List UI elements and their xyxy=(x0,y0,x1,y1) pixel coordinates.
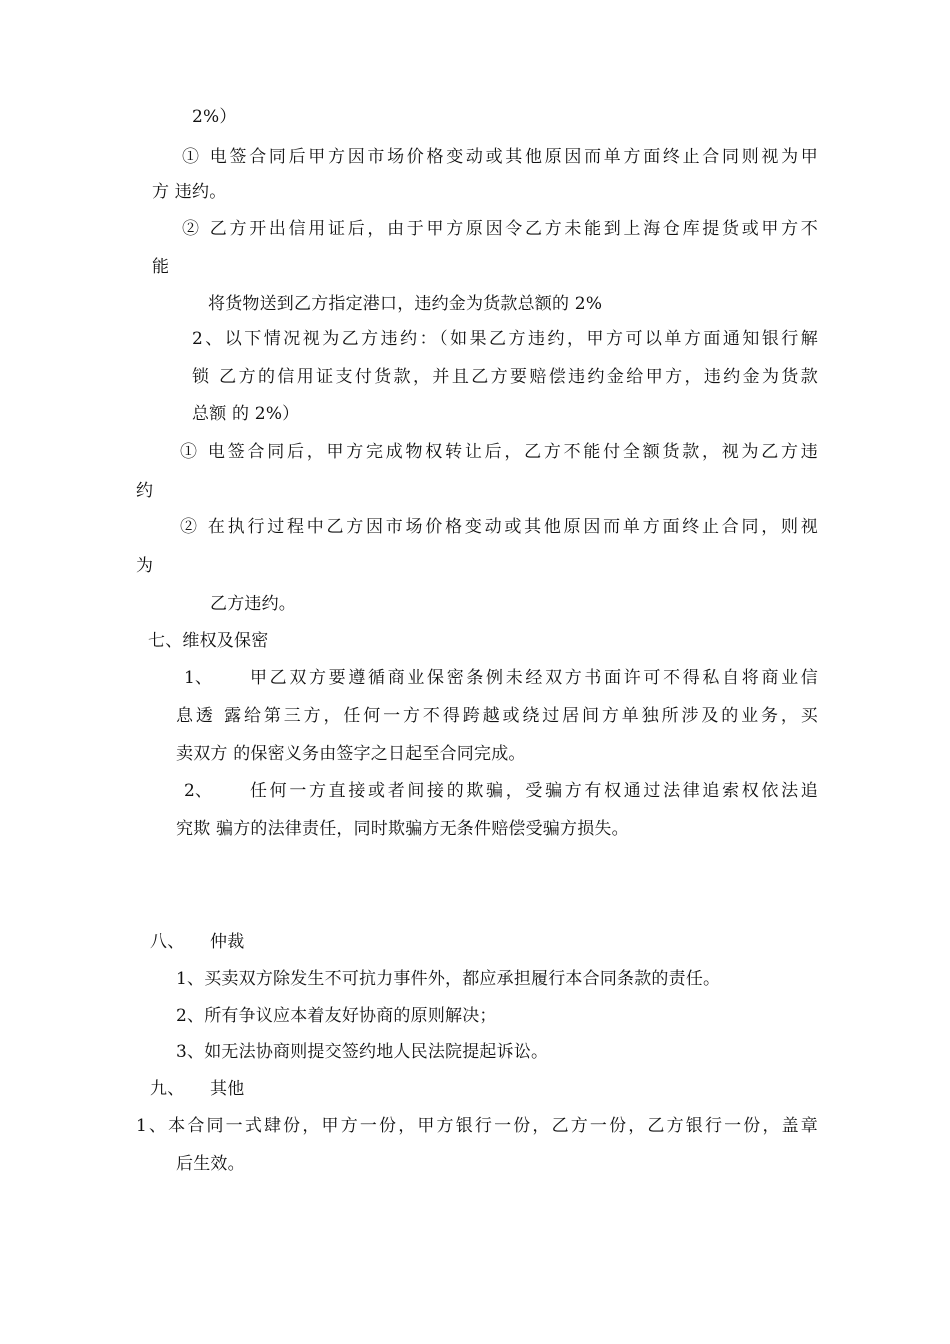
text-line: 后生效。 xyxy=(176,1154,245,1174)
text-line: ① 电签合同后甲方因市场价格变动或其他原因而单方面终止合同则视为甲 xyxy=(182,147,818,167)
item-number: 2、 xyxy=(184,781,213,801)
text-line: 能 xyxy=(152,257,170,277)
text-line: 3、如无法协商则提交签约地人民法院提起诉讼。 xyxy=(176,1042,549,1062)
text-line: 锁 乙方的信用证支付货款，并且乙方要赔偿违约金给甲方，违约金为货款 xyxy=(192,367,818,387)
text-line: 2、所有争议应本着友好协商的原则解决； xyxy=(176,1006,497,1026)
text-line: 息透 露给第三方，任何一方不得跨越或绕过居间方单独所涉及的业务，买 xyxy=(176,706,818,726)
text-line: 乙方违约。 xyxy=(210,594,296,614)
text-line: 究欺 骗方的法律责任，同时欺骗方无条件赔偿受骗方损失。 xyxy=(176,819,629,839)
text-line: 1、买卖双方除发生不可抗力事件外，都应承担履行本合同条款的责任。 xyxy=(176,969,721,989)
text-line: 总额 的 2%） xyxy=(192,404,300,424)
section-heading: 其他 xyxy=(210,1079,245,1099)
text-line: 卖双方 的保密义务由签字之日起至合同完成。 xyxy=(176,744,526,764)
section-number: 九、 xyxy=(150,1079,185,1099)
text-line: 将货物送到乙方指定港口，违约金为货款总额的 2% xyxy=(208,294,603,314)
text-line: 2%） xyxy=(192,107,237,127)
item-number: 1、 xyxy=(184,668,213,688)
text-line: 2、以下情况视为乙方违约：（如果乙方违约，甲方可以单方面通知银行解 xyxy=(192,329,818,349)
text-line: ① 电签合同后，甲方完成物权转让后，乙方不能付全额货款，视为乙方违 xyxy=(180,442,818,462)
section-heading: 仲裁 xyxy=(210,932,245,952)
text-line: 任何一方直接或者间接的欺骗，受骗方有权通过法律追索权依法追 xyxy=(250,781,818,801)
text-line: 方 违约。 xyxy=(152,182,227,202)
text-line: ② 在执行过程中乙方因市场价格变动或其他原因而单方面终止合同，则视 xyxy=(180,517,818,537)
text-line: 约 xyxy=(136,481,154,501)
text-line: ② 乙方开出信用证后，由于甲方原因令乙方未能到上海仓库提货或甲方不 xyxy=(182,219,818,239)
section-heading: 七、维权及保密 xyxy=(148,631,269,651)
text-line: 为 xyxy=(136,556,154,576)
text-line: 甲乙双方要遵循商业保密条例未经双方书面许可不得私自将商业信 xyxy=(250,668,818,688)
text-line: 1、本合同一式肆份，甲方一份，甲方银行一份，乙方一份，乙方银行一份，盖章 xyxy=(136,1116,818,1136)
section-number: 八、 xyxy=(150,932,185,952)
